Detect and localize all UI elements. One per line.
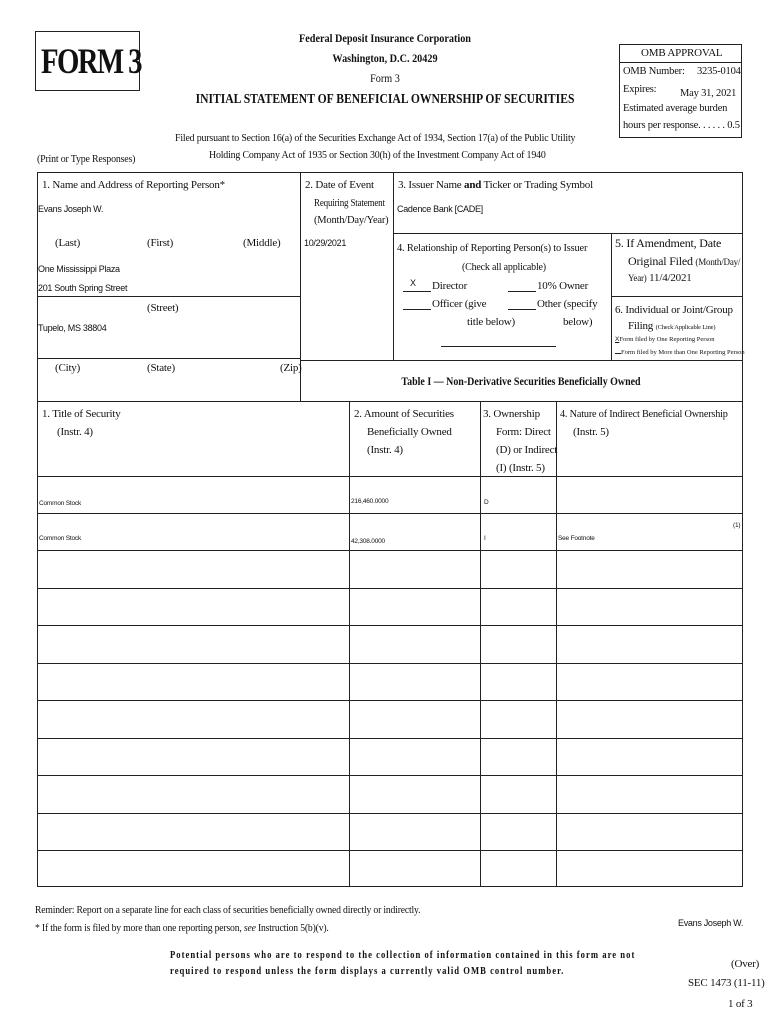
table-row-2-footnote: (1) — [733, 522, 741, 529]
form-name: Form 3 — [370, 71, 400, 85]
potential-persons-line1: Potential persons who are to respond to the collection of information contained in this form are not — [170, 950, 636, 961]
box5-year: Year) — [628, 273, 647, 283]
officer-title-line[interactable] — [441, 346, 556, 347]
omb-expires-value: May 31, 2021 — [680, 88, 737, 99]
box2-label-line3: (Month/Day/Year) — [314, 215, 389, 226]
director-check[interactable]: X — [410, 278, 417, 288]
reporting-person-name[interactable]: Evans Joseph W. — [38, 204, 104, 214]
col4-header-line1: 4. Nature of Indirect Beneficial Ownership — [560, 408, 728, 420]
other-label-line1: Other (specify — [537, 298, 598, 310]
sec-form-number: SEC 1473 (11-11) — [688, 977, 765, 989]
box5-line1: 5. If Amendment, Date — [615, 236, 722, 250]
box2-label-line1: 2. Date of Event — [305, 179, 374, 191]
other-label-line2: below) — [563, 316, 593, 328]
box6-option1-label: Form filed by One Reporting Person — [619, 336, 715, 343]
box6-option2[interactable] — [615, 349, 745, 356]
box5-line2 — [628, 254, 740, 269]
potential-persons-line2: required to respond unless the form displays a currently valid OMB control number. — [170, 966, 565, 977]
box6-check-applicable: (Check Applicable Line) — [655, 324, 716, 331]
omb-burden-line2: hours per response. . . . . . 0.5 — [623, 120, 740, 131]
note-see: see — [243, 922, 256, 934]
address-line2[interactable]: 201 South Spring Street — [38, 283, 128, 293]
other-check[interactable] — [508, 309, 536, 310]
box6-option2-label: Form filed by More than One Reporting Person — [621, 349, 745, 356]
table-row-1-form[interactable]: D — [484, 499, 489, 506]
table-row-2-title[interactable]: Common Stock — [39, 535, 82, 542]
box6-option1[interactable] — [615, 336, 715, 343]
filed-pursuant-line1: Filed pursuant to Section 16(a) of the Securities Exchange Act of 1934, Section 17(a) of the Public Utility — [175, 132, 576, 144]
omb-burden-line1: Estimated average burden — [623, 103, 728, 114]
box6-filing: Filing — [628, 320, 654, 332]
agency-name: Federal Deposit Insurance Corporation — [299, 31, 471, 45]
signer-name[interactable]: Evans Joseph W. — [678, 918, 744, 928]
omb-expires-label: Expires: — [623, 84, 657, 95]
table-row-1-amount[interactable]: 216,460.0000 — [351, 498, 389, 505]
box3-label-and: and — [464, 179, 482, 191]
box1-label: 1. Name and Address of Reporting Person* — [42, 179, 225, 191]
zip-label: (Zip) — [280, 362, 302, 374]
officer-label-line2: title below) — [467, 316, 516, 328]
col1-header-line1: 1. Title of Security — [42, 408, 121, 420]
box3-label-post: Ticker or Trading Symbol — [481, 179, 593, 191]
box6-line1: 6. Individual or Joint/Group — [615, 304, 733, 316]
col3-header-line2: Form: Direct — [496, 426, 551, 438]
table-row-2-amount[interactable]: 42,308.0000 — [351, 538, 385, 545]
box5-line3 — [628, 272, 692, 284]
issuer-name-value[interactable]: Cadence Bank [CADE] — [397, 204, 483, 214]
page-title: INITIAL STATEMENT OF BENEFICIAL OWNERSHIP OF SECURITIES — [195, 92, 575, 107]
box3-label — [398, 179, 593, 191]
box3-label-pre: 3. Issuer Name — [398, 179, 465, 191]
table-row-2-form[interactable]: I — [484, 535, 486, 542]
box6-line2 — [628, 320, 715, 332]
note-post: Instruction 5(b)(v). — [255, 922, 329, 934]
omb-number-value: 3235-0104 — [697, 66, 741, 77]
event-date-value[interactable]: 10/29/2021 — [304, 238, 347, 248]
box4-label: 4. Relationship of Reporting Person(s) to Issuer — [397, 242, 588, 254]
filed-pursuant-line2: Holding Company Act of 1935 or Section 30(h) of the Investment Company Act of 1940 — [209, 149, 546, 161]
first-name-label: (First) — [147, 237, 174, 249]
col3-header-line4: (I) (Instr. 5) — [496, 462, 545, 474]
box5-original-filed: Original Filed — [628, 254, 693, 268]
col2-header-line2: Beneficially Owned — [367, 426, 452, 438]
omb-number-label: OMB Number: — [623, 66, 685, 77]
over-label: (Over) — [731, 958, 760, 970]
box4-sub: (Check all applicable) — [462, 262, 546, 273]
city-label: (City) — [55, 362, 81, 374]
director-label: Director — [432, 280, 468, 292]
ten-percent-check[interactable] — [508, 291, 536, 292]
agency-location: Washington, D.C. 20429 — [332, 51, 438, 65]
form-badge: FORM 3 — [41, 41, 141, 81]
middle-name-label: (Middle) — [243, 237, 281, 249]
note-pre: * If the form is filed by more than one reporting person, — [35, 922, 244, 934]
col4-header-line2: (Instr. 5) — [573, 426, 609, 438]
col2-header-line1: 2. Amount of Securities — [354, 408, 454, 420]
last-name-label: (Last) — [55, 237, 81, 249]
table-row-1-title[interactable]: Common Stock — [39, 500, 82, 507]
multiple-persons-note — [35, 922, 329, 934]
table-row-2-nature[interactable]: See Footnote — [558, 535, 595, 542]
box5-month-day: (Month/Day/ — [695, 257, 741, 267]
reminder-text: Reminder: Report on a separate line for each class of securities beneficially owned directly or indirectly. — [35, 904, 421, 916]
col3-header-line3: (D) or Indirect — [496, 444, 558, 456]
box6-option1-check[interactable]: X — [615, 336, 620, 343]
officer-label-line1: Officer (give — [432, 298, 487, 310]
col2-header-line3: (Instr. 4) — [367, 444, 403, 456]
col3-header-line1: 3. Ownership — [483, 408, 540, 420]
box2-label-line2: Requiring Statement — [314, 198, 385, 209]
state-label: (State) — [147, 362, 175, 374]
omb-heading: OMB APPROVAL — [641, 47, 723, 59]
print-note: (Print or Type Responses) — [37, 153, 136, 165]
officer-check[interactable] — [403, 309, 431, 310]
col1-header-line2: (Instr. 4) — [57, 426, 93, 438]
address-line1[interactable]: One Mississippi Plaza — [38, 264, 120, 274]
street-label: (Street) — [147, 302, 179, 314]
table-title: Table I — Non-Derivative Securities Beneficially Owned — [401, 374, 641, 388]
page-number: 1 of 3 — [728, 998, 753, 1010]
ten-percent-label: 10% Owner — [537, 280, 589, 292]
city-state-zip-value[interactable]: Tupelo, MS 38804 — [38, 323, 107, 333]
amendment-date-value[interactable]: 11/4/2021 — [649, 272, 692, 284]
